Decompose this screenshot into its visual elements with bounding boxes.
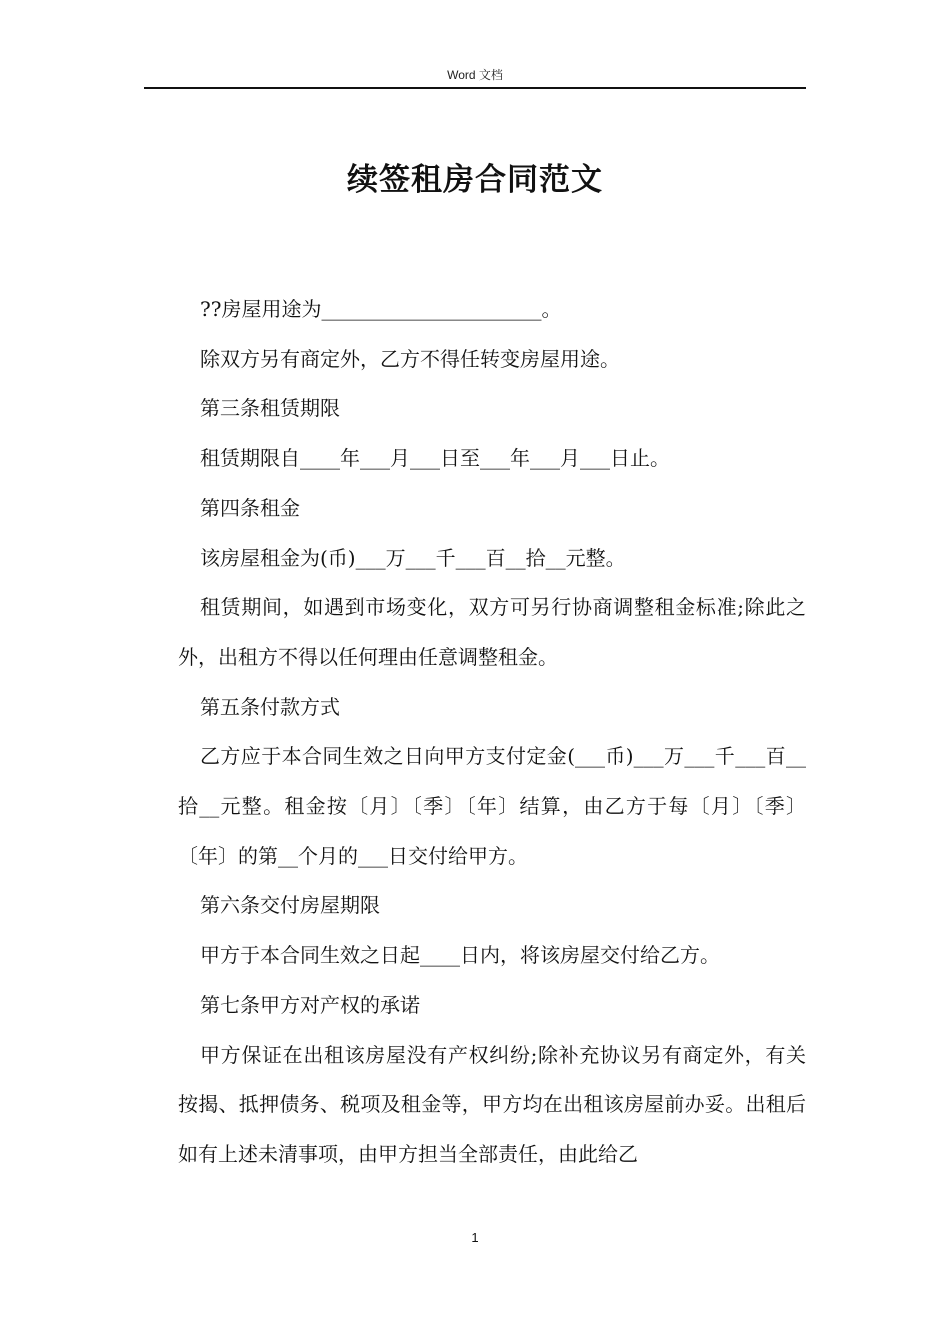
section-heading-rent: 第四条租金: [200, 495, 300, 520]
document-title: 续签租房合同范文: [347, 162, 603, 198]
paragraph-title-warranty: 甲方保证在出租该房屋没有产权纠纷;除补充协议另有商定外，有关按揭、抵押债务、税项及租金等，甲方均在出租该房屋前办妥。出租后如有上述未清事项，由甲方担当全部责任，由此给乙: [178, 1042, 806, 1166]
section-heading-lease-term: 第三条租赁期限: [200, 396, 340, 421]
header-divider: [144, 87, 806, 89]
paragraph-lease-term: 租赁期限自____年___月___日至___年___月___日止。: [200, 446, 670, 471]
paragraph-delivery: 甲方于本合同生效之日起____日内，将该房屋交付给乙方。: [200, 943, 720, 968]
page-header: Word 文档: [447, 68, 503, 82]
section-heading-title-warranty: 第七条甲方对产权的承诺: [200, 992, 420, 1017]
paragraph-house-use: ??房屋用途为______________________。: [200, 297, 562, 321]
page-number: 1: [471, 1230, 479, 1245]
document-body: [178, 285, 806, 1180]
paragraph-payment: 乙方应于本合同生效之日向甲方支付定金(___币)___万___千___百__拾__元整。租金按〔月〕〔季〕〔年〕结算，由乙方于每〔月〕〔季〕〔年〕的第__个月的___日交付给甲方。: [178, 744, 806, 868]
section-heading-delivery: 第六条交付房屋期限: [200, 893, 380, 918]
section-heading-payment: 第五条付款方式: [200, 694, 340, 719]
paragraph-rent-adjustment: 租赁期间，如遇到市场变化，双方可另行协商调整租金标准;除此之外，出租方不得以任何理由任意调整租金。: [178, 595, 806, 669]
paragraph-rent-amount: 该房屋租金为(币)___万___千___百__拾__元整。: [200, 545, 626, 570]
paragraph-use-restriction: 除双方另有商定外，乙方不得任转变房屋用途。: [200, 346, 620, 371]
